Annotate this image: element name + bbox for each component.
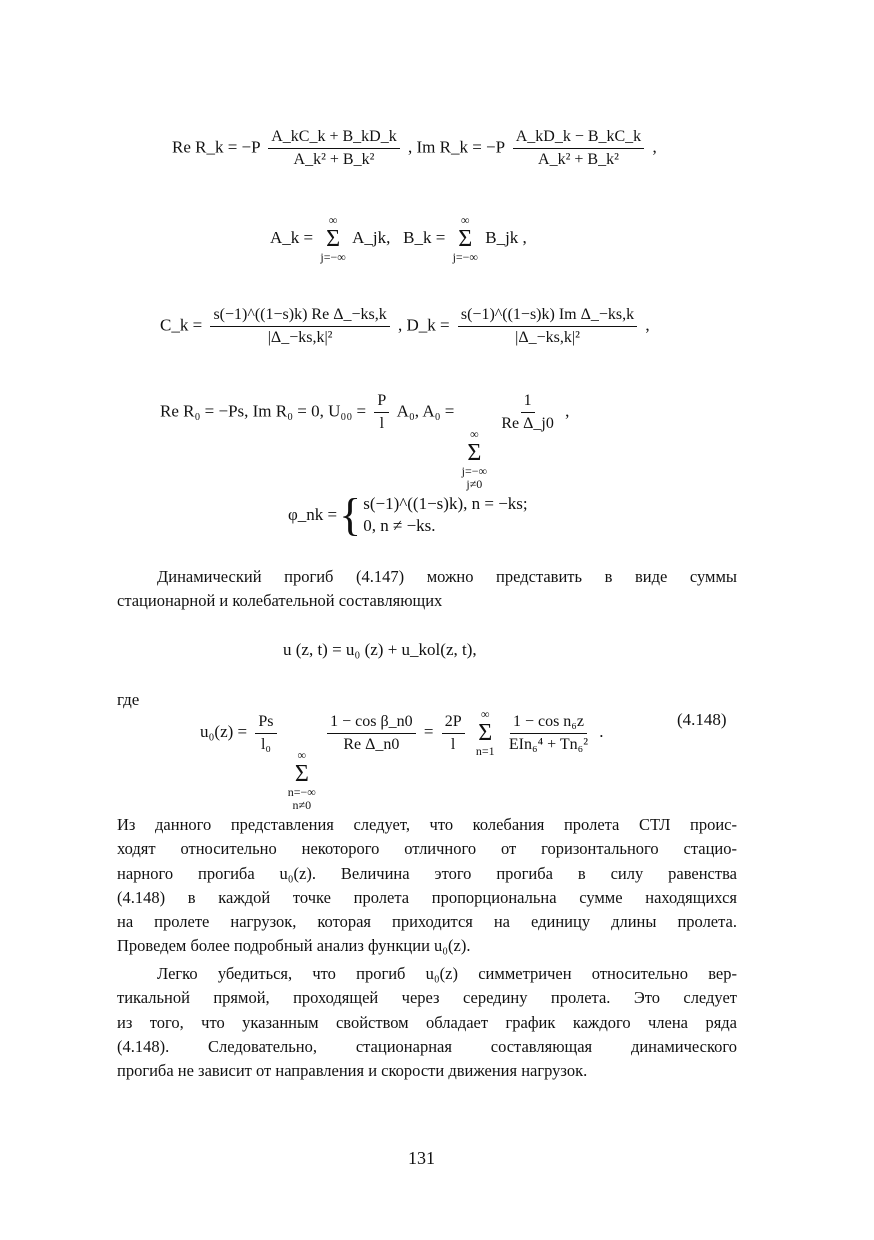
sum-lower: j=−∞ (452, 250, 478, 264)
text-line: стационарной и колебательной составляющих (117, 591, 443, 611)
brace: { (339, 489, 362, 540)
sum-upper: ∞ (470, 427, 479, 442)
formula-text: A₀, A₀ = (396, 401, 455, 421)
fraction (442, 713, 465, 754)
sum-lower: j=−∞ (320, 250, 346, 264)
paragraph (117, 962, 737, 1083)
sum-symbol: ∞ Σ j=−∞ j≠0 (461, 427, 488, 492)
numerator: s(−1)^((1−s)k) Re Δ_−ks,k (210, 306, 389, 327)
formula-u0 (200, 708, 604, 812)
sum-upper: ∞ (461, 213, 470, 227)
numerator: A_kD_k − B_kC_k (513, 128, 644, 149)
case-line: 0, n ≠ −ks. (363, 516, 436, 535)
formula-r0 (160, 392, 569, 491)
paragraph (117, 565, 737, 614)
numerator: P (374, 392, 389, 413)
text-line: тикальной прямой, проходящей через середину пролета. Это следует (117, 988, 737, 1008)
fraction (458, 306, 637, 347)
text-line: на пролете нагрузок, которая приходится на единицу длины пролета. (117, 912, 737, 932)
formula-text: A_k = (270, 227, 314, 247)
equation-number: (4.148) (677, 710, 727, 729)
sum-lower: n=−∞ (287, 784, 316, 799)
numerator: A_kC_k + B_kD_k (268, 128, 399, 149)
formula-ak-bk (270, 214, 527, 264)
text-line: нарного прогиба u₀(z). Величина этого прогиба в силу равенства (117, 863, 737, 883)
formula-ck-dk (160, 306, 650, 347)
formula-text: u₀(z) = (200, 721, 248, 741)
formula-text: φ_nk = (288, 505, 338, 524)
denominator: l (450, 735, 456, 753)
text-line: из того, что указанным свойством обладает график каждого члена ряда (117, 1012, 737, 1032)
formula-phi (288, 489, 528, 540)
formula-text: Re R₀ = −Ps, Im R₀ = 0, U₀₀ = (160, 401, 367, 421)
formula-text: , (565, 401, 570, 421)
numerator: 1 − cos n₆z (510, 713, 587, 734)
text-gde: где (117, 690, 140, 709)
page-number: 131 (408, 1148, 435, 1168)
numerator: s(−1)^((1−s)k) Im Δ_−ks,k (458, 306, 637, 327)
text-line: (4.148) в каждой точке пролета пропорциональна сумме находящихся (117, 887, 737, 907)
paragraph (117, 813, 737, 959)
sum-lower: n≠0 (292, 797, 312, 812)
formula-text: . (599, 721, 604, 741)
numerator: Ps (255, 713, 276, 734)
denominator: A_k² + B_k² (293, 151, 375, 168)
sum-symbol: ∞ Σ n=−∞ n≠0 (287, 747, 316, 812)
text-line: ходят относительно некоторого отличного от горизонтального стацио- (117, 839, 737, 859)
text-line: Легко убедиться, что прогиб u₀(z) симметричен относительно вер- (157, 964, 737, 983)
sum-symbol: ∞ Σ j=−∞ (452, 213, 478, 264)
fraction (210, 306, 389, 347)
text-line: Проведем более подробный анализ функции u₀(z). (117, 936, 471, 956)
case-line: s(−1)^((1−s)k), n = −ks; (363, 494, 528, 513)
fraction (513, 128, 644, 169)
denominator: l₀ (260, 735, 271, 753)
fraction (498, 392, 557, 433)
formula-text: , (645, 315, 650, 335)
numerator: 1 (521, 392, 535, 413)
formula-text: B_k = (403, 227, 446, 247)
fraction (255, 713, 276, 754)
fraction (268, 128, 399, 169)
formula-text: , (652, 137, 657, 157)
formula-u-zt: u (z, t) = u₀ (z) + u_kol(z, t), (283, 640, 477, 659)
sum-upper: ∞ (480, 707, 490, 721)
fraction (327, 713, 416, 754)
numerator: 1 − cos β_n0 (327, 713, 416, 734)
denominator: Re Δ_n0 (343, 735, 400, 753)
formula-re-im-rk (172, 128, 657, 169)
denominator: EIn₆⁴ + Tn₆² (508, 735, 589, 753)
text-line: Из данного представления следует, что колебания пролета СТЛ проис- (117, 815, 737, 834)
formula-text: , D_k = (397, 315, 450, 335)
denominator: Re Δ_j0 (501, 415, 554, 432)
sum-upper: ∞ (297, 747, 307, 762)
text-line: Динамический прогиб (4.147) можно представить в виде суммы (157, 567, 737, 586)
formula-text: = (423, 721, 434, 741)
fraction (374, 392, 389, 433)
text-line: (4.148). Следовательно, стационарная составляющая динамического (117, 1036, 737, 1056)
formula-text: A_jk, (352, 227, 391, 247)
denominator: l (379, 415, 385, 432)
denominator: A_k² + B_k² (538, 151, 619, 168)
sum-lower: j=−∞ (461, 464, 488, 479)
numerator: 2P (442, 713, 465, 734)
formula-text: , Im R_k = −P (407, 137, 505, 157)
sum-upper: ∞ (328, 213, 338, 227)
formula-text: B_jk , (485, 227, 527, 247)
denominator: |Δ_−ks,k|² (515, 329, 580, 346)
sum-symbol: ∞ Σ n=1 (475, 707, 495, 758)
sum-lower: j≠0 (466, 477, 483, 492)
fraction (506, 713, 591, 754)
sum-symbol: ∞ Σ j=−∞ (320, 213, 346, 264)
denominator: |Δ_−ks,k|² (267, 329, 333, 346)
text-line: прогиба не зависит от направления и скорости движения нагрузок. (117, 1061, 588, 1081)
formula-text: C_k = (160, 315, 203, 335)
sum-lower: n=1 (475, 744, 495, 758)
formula-text: Re R_k = −P (172, 137, 260, 157)
